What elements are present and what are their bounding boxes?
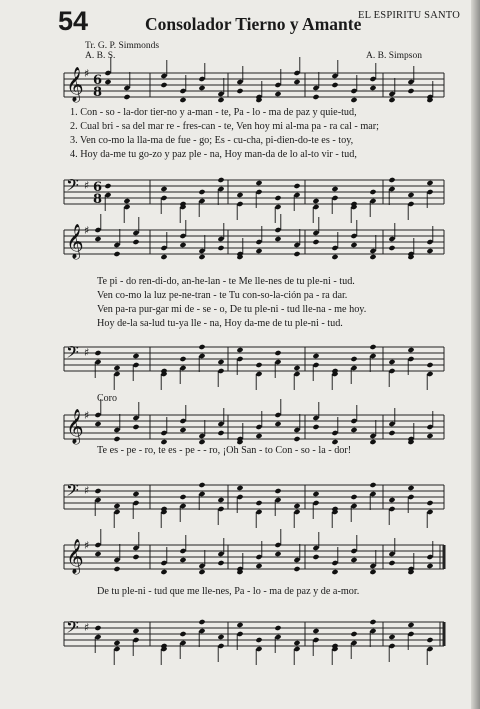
sharp-icon: ♯	[84, 621, 90, 634]
time-signature-bottom: 8	[93, 85, 103, 100]
bass-staff-system-2	[0, 337, 480, 387]
section-heading: EL ESPIRITU SANTO	[358, 10, 460, 21]
verse-4-line-b: Hoy de-la sa-lud tu-ya lle - na, Hoy da-me de tu ple-ni - tud.	[97, 318, 343, 329]
sharp-icon: ♯	[84, 67, 90, 80]
verse-3-line-a: 3. Ven co-mo la lla-ma de fue - go; Es - cu-cha, pi-dien-do-te es - toy,	[70, 135, 354, 146]
time-signature-bottom: 8	[93, 192, 103, 207]
composer-credit: A. B. Simpson	[366, 51, 422, 61]
chorus-label: Coro	[97, 393, 117, 404]
verse-4-line-a: 4. Hoy da-me tu go-zo y paz ple - na, Hoy man-da de lo al-to vir - tud,	[70, 149, 357, 160]
final-lyrics: De tu ple-ni - tud que me lle-nes, Pa - lo - ma de paz y de a-mor.	[97, 586, 360, 597]
sharp-icon: ♯	[84, 539, 90, 552]
bass-staff-system-3	[0, 475, 480, 525]
sharp-icon: ♯	[84, 346, 90, 359]
hymn-title: Consolador Tierno y Amante	[145, 14, 362, 34]
treble-staff-system-1	[0, 63, 480, 113]
verse-1-line-b: Te pi - do ren-di-do, an-he-lan - te Me lle-nes de tu ple-ni - tud.	[97, 276, 355, 287]
time-signature-top: 6	[93, 180, 103, 195]
treble-clef-icon: 𝄞	[66, 539, 84, 574]
sharp-icon: ♯	[84, 179, 90, 192]
bass-staff-system-4	[0, 612, 480, 662]
verse-3-line-b: Ven pa-ra pur-gar mi de - se - o, De tu ple-ni - tud lle-na - me hoy.	[97, 304, 367, 315]
treble-clef-icon: 𝄞	[66, 67, 84, 102]
treble-clef-icon: 𝄞	[66, 224, 84, 259]
sharp-icon: ♯	[84, 484, 90, 497]
bass-clef-icon: 𝄢	[66, 480, 79, 504]
bass-staff-system-1	[0, 170, 480, 220]
page-edge-shadow	[471, 0, 480, 709]
treble-clef-icon: 𝄞	[66, 409, 84, 444]
sharp-icon: ♯	[84, 224, 90, 237]
bass-clef-icon: 𝄢	[66, 617, 79, 641]
sharp-icon: ♯	[84, 409, 90, 422]
time-signature-top: 6	[93, 73, 103, 88]
verse-2-line-a: 2. Cual bri - sa del mar re - fres-can - te, Ven hoy mi al-ma pa - ra cal - mar;	[70, 121, 379, 132]
verse-2-line-b: Ven co-mo la luz pe-ne-tran - te Tu con-so-la-ción pa - ra dar.	[97, 290, 348, 301]
bass-clef-icon: 𝄢	[66, 342, 79, 366]
chorus-lyrics: Te es - pe - ro, te es - pe - - ro, ¡Oh San - to Con - so - la - dor!	[97, 445, 352, 456]
treble-staff-system-2	[0, 220, 480, 270]
bass-clef-icon: 𝄢	[66, 175, 79, 199]
author-initials: A. B. S.	[85, 51, 116, 61]
translator-credit: Tr. G. P. Simmonds	[85, 41, 160, 51]
verse-1-line-a: 1. Con - so - la-dor tier-no y a-man - te, Pa - lo - ma de paz y quie-tud,	[70, 107, 357, 118]
hymn-number: 54	[58, 6, 89, 36]
treble-staff-system-4	[0, 535, 480, 585]
